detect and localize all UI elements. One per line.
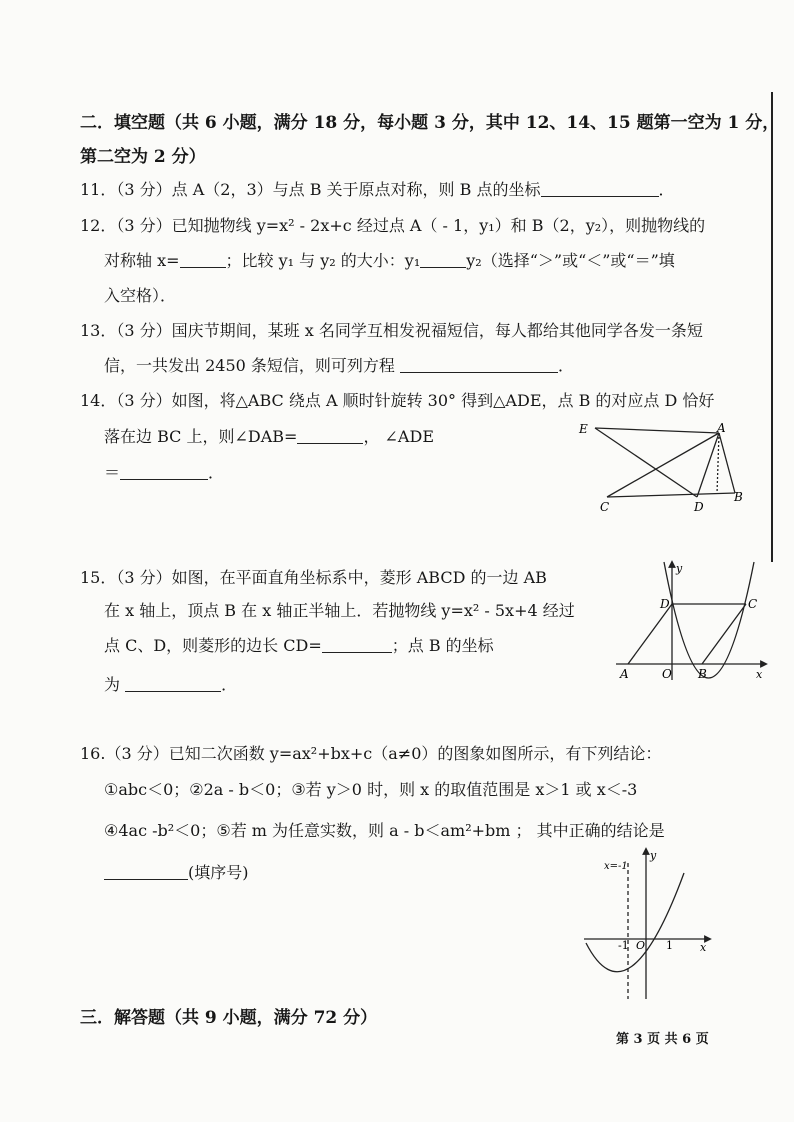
line-height <box>717 433 719 494</box>
q13-line1: 13．（3 分）国庆节期间，某班 x 名同学互相发祝福短信，每人都给其他同学各发一条短 <box>80 321 703 340</box>
q15-line2: 在 x 轴上，顶点 B 在 x 轴正半轴上．若抛物线 y=x² - 5x+4 经过 <box>104 601 575 620</box>
q16-line2: ①abc＜0；②2a - b＜0；③若 y＞0 时，则 x 的取值范围是 x＞1 或 x＜-3 <box>104 780 638 799</box>
q15-line4 <box>104 672 237 695</box>
q13-line2b: ． <box>558 356 575 375</box>
q12-line2 <box>104 248 675 271</box>
q16-line4-text: (填序号) <box>188 863 249 882</box>
label-D: D <box>660 597 670 611</box>
label-O: O <box>636 939 646 952</box>
q12-line1: 12．（3 分）已知抛物线 y=x² - 2x+c 经过点 A（ - 1，y₁）和 B（2，y₂），则抛物线的 <box>80 216 706 235</box>
q14-figure <box>575 415 755 520</box>
label-A: A <box>717 421 726 435</box>
q15-figure <box>608 558 768 686</box>
side-AD <box>628 604 672 664</box>
q13-blank-equation[interactable] <box>400 356 558 373</box>
line-EA <box>595 428 719 433</box>
q16-line3: ④4ac -b²＜0；⑤若 m 为任意实数，则 a - b＜am²+bm ； 其中正确的结论是 <box>104 821 665 840</box>
label-C: C <box>748 597 758 611</box>
q14-line1: 14．（3 分）如图，将△ABC 绕点 A 顺时针旋转 30° 得到△ADE，点 B 的对应点 D 恰好 <box>80 391 715 410</box>
q11-text: 11．（3 分）点 A（2，3）与点 B 关于原点对称，则 B 点的坐标 <box>80 180 541 199</box>
line-AC <box>607 433 719 497</box>
q15-line4a: 为 <box>104 675 121 694</box>
q16-figure <box>580 845 715 1005</box>
q12-line2c: y₂（选择“＞”或“＜”或“＝”填 <box>466 251 675 270</box>
line-ED <box>595 428 697 497</box>
q14-line3a: ＝ <box>104 463 121 482</box>
line-AD <box>697 433 719 497</box>
section2-heading-line2: 第二空为 2 分） <box>80 147 206 167</box>
label-x-eq: x=-1 <box>604 861 628 872</box>
q12-blank-axis[interactable] <box>180 251 226 268</box>
q15-blank-cd[interactable] <box>322 636 392 653</box>
label-C: C <box>600 500 610 514</box>
line-CB <box>607 493 735 497</box>
q12-line3: 入空格）． <box>104 286 177 305</box>
q14-line3 <box>104 460 224 483</box>
parabola <box>664 562 754 678</box>
label-1: 1 <box>666 939 673 952</box>
section2-heading-line1: 二．填空题（共 6 小题，满分 18 分，每小题 3 分，其中 12、14、15 题第一空为 1 分， <box>80 113 780 133</box>
label-A: A <box>620 667 629 681</box>
q12-line2b: ；比较 y₁ 与 y₂ 的大小：y₁ <box>225 251 421 270</box>
q15-blank-b[interactable] <box>125 675 221 692</box>
q14-blank-dab[interactable] <box>297 427 363 444</box>
page-number: 第 3 页 共 6 页 <box>616 1032 709 1047</box>
section3-heading: 三．解答题（共 9 小题，满分 72 分） <box>80 1008 378 1028</box>
q12-line2a: 对称轴 x= <box>104 251 180 270</box>
q14-line2a: 落在边 BC 上，则∠DAB= <box>104 427 298 446</box>
label-y: y <box>676 562 683 575</box>
q15-line3a: 点 C、D，则菱形的边长 CD= <box>104 636 322 655</box>
q16-line1: 16.（3 分）已知二次函数 y=ax²+bx+c（a≠0）的图象如图所示，有下列结论： <box>80 744 662 763</box>
q14-line3b: ． <box>208 463 225 482</box>
q13-line2a: 信，一共发出 2450 条短信，则可列方程 <box>104 356 395 375</box>
q14-blank-ade[interactable] <box>120 463 208 480</box>
label-x: x <box>700 941 707 954</box>
label-x: x <box>756 668 763 681</box>
side-BC <box>702 604 746 664</box>
label-D: D <box>694 500 704 514</box>
q11-answer-blank[interactable] <box>541 180 659 197</box>
q14-line2b: ， ∠ADE <box>363 427 434 446</box>
label-y: y <box>650 849 657 862</box>
q11-tail: ． <box>658 180 675 199</box>
q15-line3 <box>104 633 494 656</box>
q14-line2 <box>104 424 434 447</box>
line-AB <box>719 433 735 493</box>
label-neg1: -1 <box>618 939 629 952</box>
parabola <box>586 873 684 972</box>
label-E: E <box>579 422 588 436</box>
q12-blank-compare[interactable] <box>420 251 466 268</box>
label-B: B <box>734 490 743 504</box>
q15-line3b: ；点 B 的坐标 <box>391 636 494 655</box>
q13-line2 <box>104 353 574 376</box>
label-O: O <box>662 667 672 681</box>
question-11 <box>80 177 675 200</box>
label-B: B <box>698 667 707 681</box>
q15-line1: 15．（3 分）如图，在平面直角坐标系中，菱形 ABCD 的一边 AB <box>80 568 547 587</box>
q16-line4 <box>104 860 249 883</box>
q15-line4b: ． <box>221 675 238 694</box>
q16-blank-answer[interactable] <box>104 863 188 880</box>
margin-line <box>771 92 773 562</box>
